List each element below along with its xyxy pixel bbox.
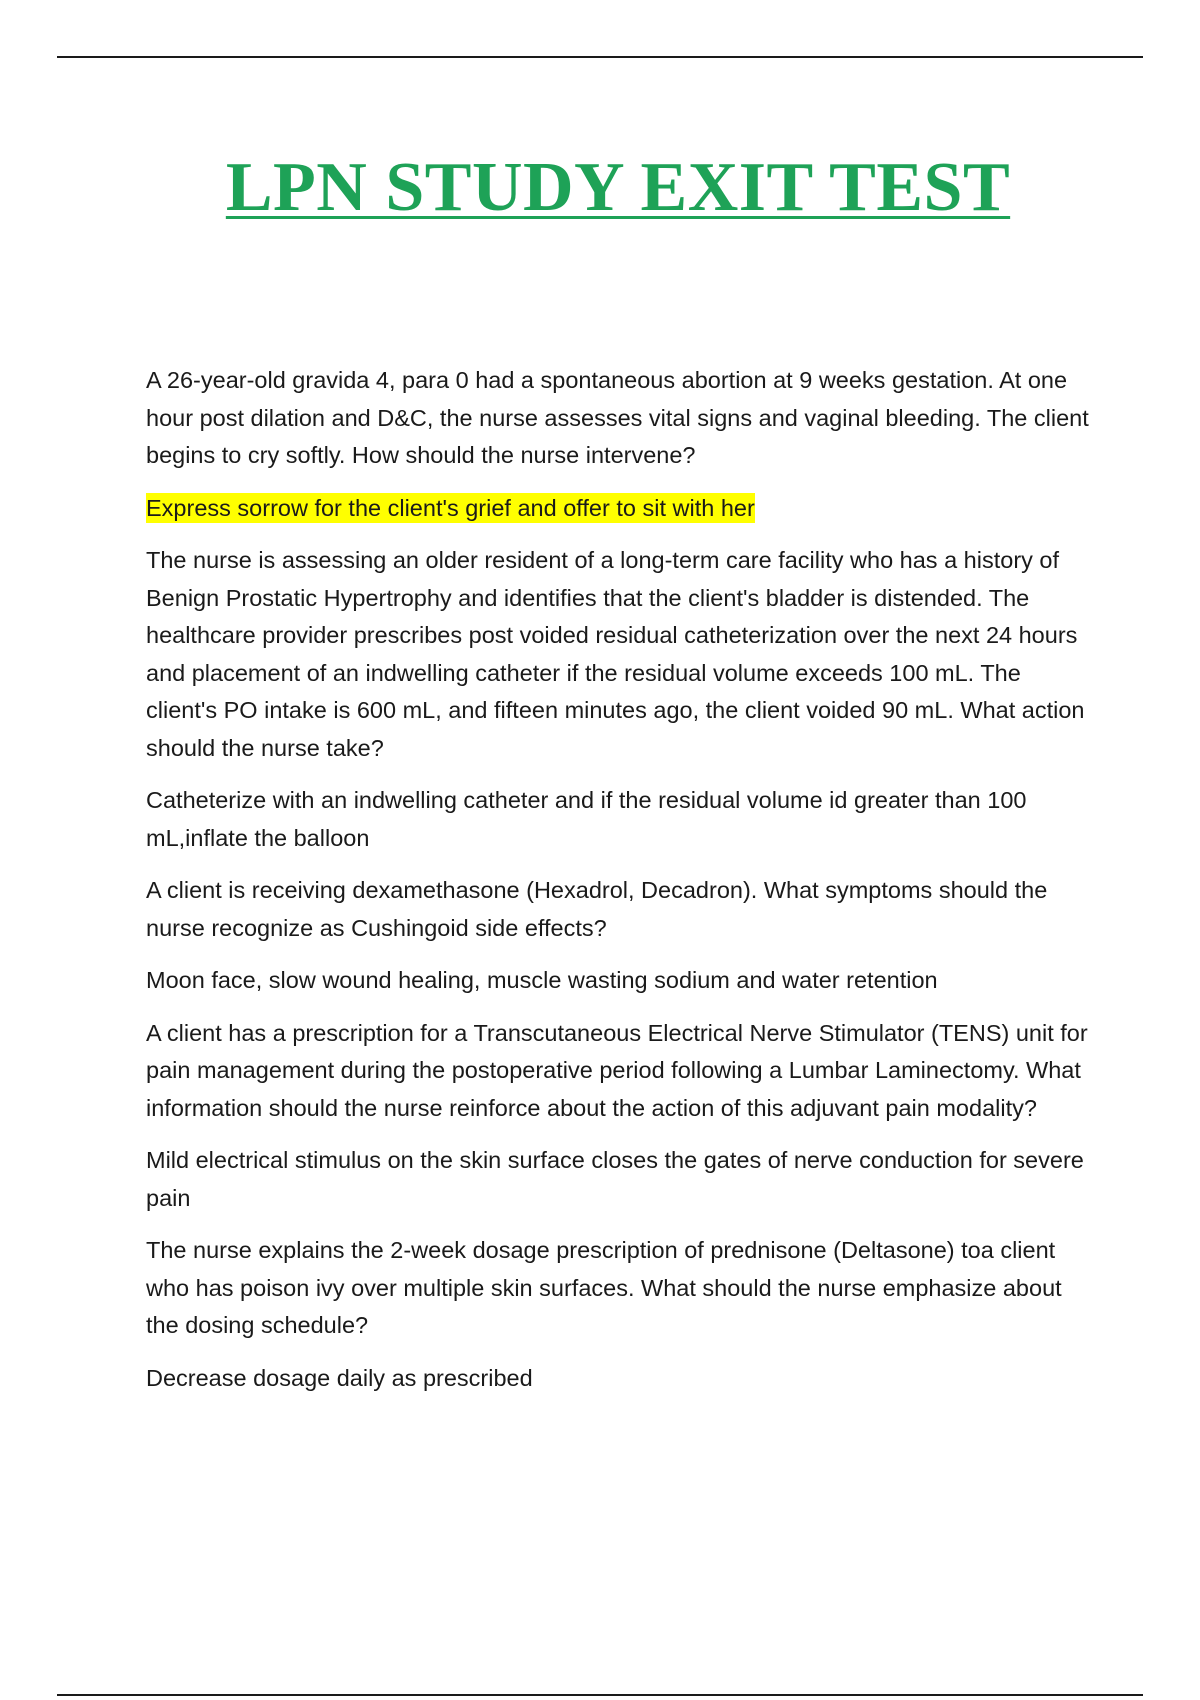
bottom-rule [57, 1694, 1143, 1696]
document-body [146, 362, 1096, 1412]
question-5: The nurse explains the 2-week dosage prescription of prednisone (Deltasone) toa client who has poison ivy over multiple skin surfaces. What should the nurse emphasize about the dosing schedule? [146, 1237, 1062, 1338]
answer-2: Catheterize with an indwelling catheter and if the residual volume id greater than 100 mL,inflate the balloon [146, 787, 1027, 851]
question-4: A client has a prescription for a Transcutaneous Electrical Nerve Stimulator (TENS) unit for pain management during the postoperative period following a Lumbar Laminectomy. What information should the nurse reinforce about the action of this adjuvant pain modality? [146, 1019, 1088, 1121]
answer-4: Mild electrical stimulus on the skin surface closes the gates of nerve conduction for severe pain [146, 1147, 1084, 1211]
question-3: A client is receiving dexamethasone (Hexadrol, Decadron). What symptoms should the nurse recognize as Cushingoid side effects? [146, 877, 1048, 941]
question-1: A 26-year-old gravida 4, para 0 had a spontaneous abortion at 9 weeks gestation. At one hour post dilation and D&C, the nurse assesses vital signs and vaginal bleeding. The client begins to cry softly. How should the nurse intervene? [146, 367, 1089, 468]
answer-5: Decrease dosage daily as prescribed [146, 1364, 533, 1391]
answer-1 [146, 490, 1096, 528]
answer-3: Moon face, slow wound healing, muscle wasting sodium and water retention [146, 967, 938, 993]
top-rule [57, 56, 1143, 58]
highlighted-answer: Express sorrow for the client's grief and offer to sit with her [146, 494, 755, 521]
question-2: The nurse is assessing an older resident of a long-term care facility who has a history of Benign Prostatic Hypertrophy and identifies that the client's bladder is distended. The healthcare provider prescribes post voided residual catheterization over the next 24 hours and placement of an indwelling catheter if the residual volume exceeds 100 mL. The client's PO intake is 600 mL, and fifteen minutes ago, the client voided 90 mL. What action should the nurse take? [146, 547, 1085, 761]
document-title: LPN STUDY EXIT TEST [225, 149, 1011, 226]
